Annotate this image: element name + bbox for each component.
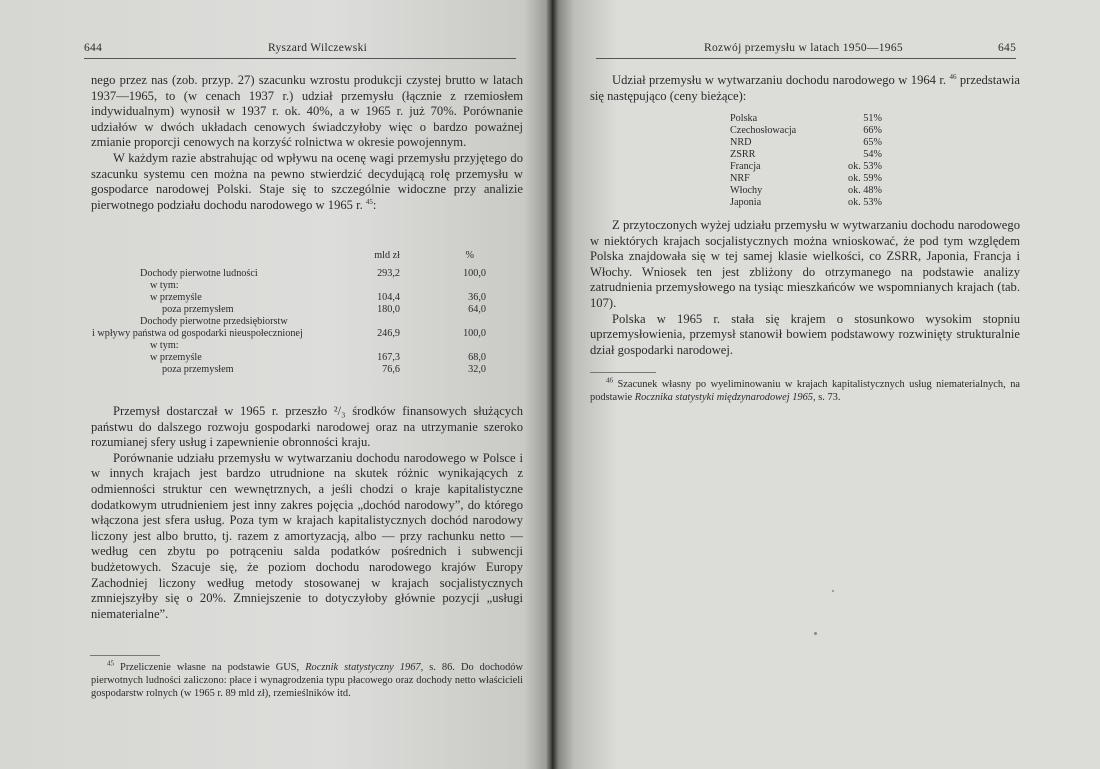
right-intro: Udział przemysłu w wytwarzaniu dochodu narodowego w 1964 r. $^{46}$ przedstawia się następująco (ceny bieżące): [590, 72, 1020, 103]
table-header-mld: mld zł [374, 250, 400, 261]
table-row: w przemyśle 167,3 68,0 [150, 352, 486, 363]
left-footnote-rule [90, 655, 160, 656]
right-page-number: 645 [998, 42, 1017, 54]
footnote-source-46: Rocznika statystyki międzynarodowej 1965, [634, 392, 816, 403]
book-gutter [545, 0, 559, 769]
country-row: Włochy ok. 48% [730, 185, 882, 196]
country-row: Polska 51% [730, 113, 882, 124]
footnote-45: $^{45}$ Przeliczenie własne na podstawie GUS, Rocznik statystyczny 1967, s. 86. Do dochodów pierwotnych ludności zaliczono: płace i wynagrodzenia typu płacowego oraz dochody netto właścicieli gospodarstw rolnych (w 1965 r. 89 mld zł), rzemieślników itd. [91, 659, 523, 699]
country-row: Czechosłowacja 66% [730, 125, 882, 136]
right-text-block [590, 218, 1020, 358]
right-footnote-rule [590, 372, 656, 373]
country-row: ZSRR 54% [730, 149, 882, 160]
table-row: Dochody pierwotne przedsiębiorstw [140, 316, 288, 327]
right-page [552, 0, 1100, 769]
left-text-block-1 [91, 73, 523, 213]
left-paragraph-4: Porównanie udziału przemysłu w wytwarzaniu dochodu narodowego w Polsce i w innych krajach jest bardzo utrudnione na skutek różnic wynikających z odmienności struktur cen wewnętrznych, a jeśli chodzi o kraje kapitalistyczne dodatkowym utrudnieniem jest inny zakres pojęcia „dochód narodowy”, do którego włączona jest sfera usług. Poza tym w krajach kapitalistycznych dochód narodowy liczony jest albo brutto, tj. razem z amortyzacją, albo — przy rachunku netto — według cen zbytu po potrąceniu salda podatków pośrednich i subwencji budżetowych. Szacuje się, że poziom dochodu narodowego krajów Europy Zachodniej liczony według metody stosowanej w krajach socjalistycznych zmniejszyłby się o 20%. Zmniejszenie to dotyczyłoby głównie pozycji „usługi niematerialne”. [91, 450, 523, 621]
table-row: Dochody pierwotne ludności 293,2 100,0 [140, 268, 486, 279]
country-row: Japonia ok. 53% [730, 197, 882, 208]
table-row: poza przemysłem 180,0 64,0 [162, 304, 486, 315]
footnote-46: $^{46}$ Szacunek własny po wyeliminowaniu w krajach kapitalistycznych usług niematerialnych, na podstawie Rocznika statystyki międzynarodowej 1965, s. 73. [590, 376, 1020, 403]
left-paragraph-2: W każdym razie abstrahując od wpływu na ocenę wagi przemysłu przyjętego do szacunku systemu cen można na pewno stwierdzić decydującą rolę przemysłu w gospodarce narodowej Polski. Staje się to szczególnie widoczne przy analizie pierwotnego podziału dochodu narodowego w 1965 r. $^{45}$: [91, 150, 523, 212]
left-head-rule [84, 58, 516, 59]
table-row: w tym: [150, 280, 179, 291]
table-header-percent: % [465, 250, 474, 261]
left-running-head: Ryszard Wilczewski [268, 42, 368, 54]
right-paragraph-2: Polska w 1965 r. stała się krajem o stosunkowo wysokim stopniu uprzemysłowienia, przemysł stanowił bowiem podstawowy rozwinięty strukturalnie dział gospodarki narodowej. [590, 311, 1020, 357]
left-paragraph-1: nego przez nas (zob. przyp. 27) szacunku wzrostu produkcji czystej brutto w latach 1937—1965, to (w cenach 1937 r.) udział przemysłu (łącznie z rzemiosłem indywidualnym) wynosił w 1937 r. ok. 40%, a w 1965 r. już 70%. Porównanie udziałów w dwóch układach cenowych świadczyłoby więc o bardzo poważnej zmianie proporcji cenowych na korzyść rolnictwa w okresie powojennym. [91, 73, 523, 150]
table-row: w tym: [150, 340, 179, 351]
left-paragraph-3: Przemysł dostarczał w 1965 r. przeszło ²/₃ środków finansowych służących państwu do dalszego rozwoju gospodarki narodowej oraz na utrzymanie szeroko rozumianej sfery usług i zapewnienie obronności kraju. [91, 404, 523, 450]
paper-speck [814, 632, 817, 635]
right-running-head: Rozwój przemysłu w latach 1950—1965 [704, 42, 903, 54]
table-row: w przemyśle 104,4 36,0 [150, 292, 486, 303]
footnote-number-46: 46 [606, 376, 613, 385]
country-row: NRD 65% [730, 137, 882, 148]
footnote-source-45: Rocznik statystyczny 1967, [305, 662, 424, 673]
footnote-ref-45[interactable]: 45 [365, 197, 373, 206]
footnote-number-45: 45 [107, 659, 114, 668]
right-paragraph-1: Z przytoczonych wyżej udziału przemysłu w wytwarzaniu dochodu narodowego w niektórych krajach socjalistycznych można wnioskować, że pod tym względem Polska znajdowała się w tej samej klasie wielkości, co ZSRR, Japonia, Francja i Włochy. Wniosek ten jest zbliżony do otrzymanego na podstawie analizy zatrudnienia przemysłowego na tysiąc mieszkańców we wspomnianych krajach (tab. 107). [590, 218, 1020, 310]
country-row: Francja ok. 53% [730, 161, 882, 172]
footnote-ref-46[interactable]: 46 [949, 72, 957, 81]
income-table [92, 250, 490, 376]
country-row: NRF ok. 59% [730, 173, 882, 184]
right-head-rule [596, 58, 1016, 59]
paper-speck [832, 590, 834, 592]
left-text-block-2 [91, 404, 523, 622]
left-page-number: 644 [84, 42, 103, 54]
table-row: poza przemysłem 76,6 32,0 [162, 364, 486, 375]
country-share-table [730, 113, 882, 209]
table-row: i wpływy państwa od gospodarki nieuspołecznionej 246,9 100,0 [92, 328, 486, 339]
table-header-row [92, 250, 490, 262]
